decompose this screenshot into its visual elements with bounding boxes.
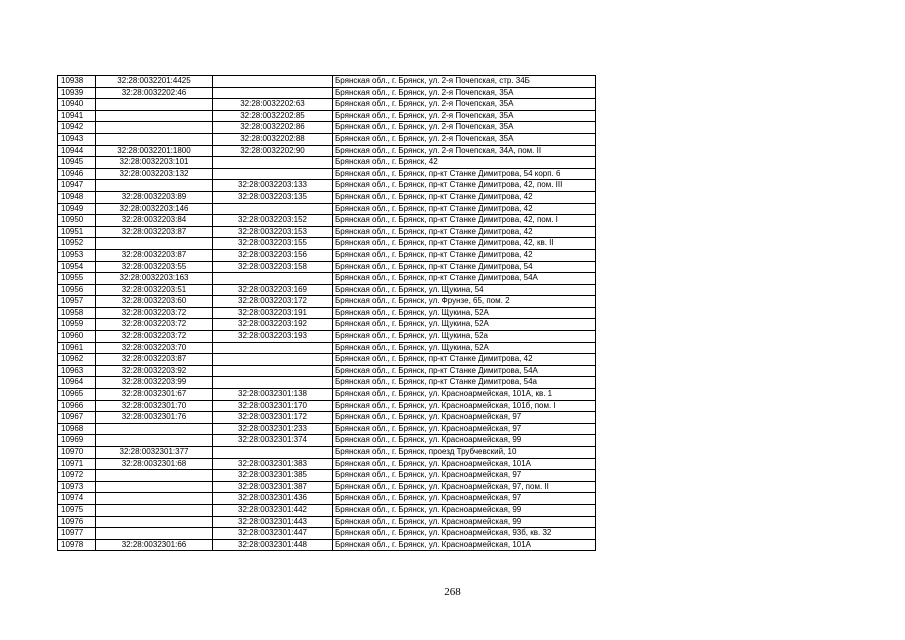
cadastral-number-cell <box>96 528 213 540</box>
row-number-cell: 10962 <box>58 354 96 366</box>
row-number-cell: 10950 <box>58 215 96 227</box>
building-number-cell <box>213 365 333 377</box>
address-cell: Брянская обл., г. Брянск, ул. Красноармейская, 97, пом. II <box>333 481 596 493</box>
building-number-cell: 32:28:0032203:192 <box>213 319 333 331</box>
table-row <box>58 261 596 273</box>
table-row <box>58 110 596 122</box>
cadastral-number-cell <box>96 122 213 134</box>
building-number-cell: 32:28:0032203:191 <box>213 307 333 319</box>
row-number-cell: 10961 <box>58 342 96 354</box>
row-number-cell: 10974 <box>58 493 96 505</box>
row-number-cell: 10943 <box>58 133 96 145</box>
row-number-cell: 10978 <box>58 539 96 551</box>
cadastral-number-cell <box>96 180 213 192</box>
address-cell: Брянская обл., г. Брянск, ул. Красноармейская, 99 <box>333 516 596 528</box>
row-number-cell: 10958 <box>58 307 96 319</box>
address-cell: Брянская обл., г. Брянск, ул. Красноармейская, 97 <box>333 423 596 435</box>
address-cell: Брянская обл., г. Брянск, пр-кт Станке Димитрова, 42 <box>333 203 596 215</box>
address-cell: Брянская обл., г. Брянск, ул. Щукина, 52а <box>333 331 596 343</box>
building-number-cell: 32:28:0032203:155 <box>213 238 333 250</box>
table-row <box>58 400 596 412</box>
row-number-cell: 10970 <box>58 447 96 459</box>
building-number-cell <box>213 354 333 366</box>
building-number-cell: 32:28:0032301:233 <box>213 423 333 435</box>
cadastral-number-cell: 32:28:0032203:84 <box>96 215 213 227</box>
address-cell: Брянская обл., г. Брянск, ул. 2-я Почепская, 35А <box>333 110 596 122</box>
row-number-cell: 10967 <box>58 412 96 424</box>
row-number-cell: 10957 <box>58 296 96 308</box>
cadastral-number-cell <box>96 110 213 122</box>
cadastral-number-cell <box>96 435 213 447</box>
row-number-cell: 10954 <box>58 261 96 273</box>
row-number-cell: 10951 <box>58 226 96 238</box>
row-number-cell: 10940 <box>58 99 96 111</box>
cadastral-number-cell: 32:28:0032301:377 <box>96 447 213 459</box>
building-number-cell <box>213 342 333 354</box>
address-cell: Брянская обл., г. Брянск, пр-кт Станке Димитрова, 42, пом. I <box>333 215 596 227</box>
cadastral-number-cell: 32:28:0032203:92 <box>96 365 213 377</box>
building-number-cell <box>213 157 333 169</box>
row-number-cell: 10949 <box>58 203 96 215</box>
building-number-cell: 32:28:0032203:135 <box>213 191 333 203</box>
table-row <box>58 203 596 215</box>
cadastral-number-cell <box>96 238 213 250</box>
building-number-cell: 32:28:0032203:158 <box>213 261 333 273</box>
building-number-cell <box>213 203 333 215</box>
row-number-cell: 10969 <box>58 435 96 447</box>
cadastral-number-cell: 32:28:0032203:72 <box>96 331 213 343</box>
building-number-cell <box>213 377 333 389</box>
table-row <box>58 249 596 261</box>
cadastral-number-cell: 32:28:0032301:66 <box>96 539 213 551</box>
table-row <box>58 377 596 389</box>
table-row <box>58 145 596 157</box>
building-number-cell: 32:28:0032301:383 <box>213 458 333 470</box>
address-cell: Брянская обл., г. Брянск, пр-кт Станке Димитрова, 42 <box>333 191 596 203</box>
building-number-cell <box>213 76 333 88</box>
cadastral-number-cell: 32:28:0032203:101 <box>96 157 213 169</box>
address-cell: Брянская обл., г. Брянск, ул. 2-я Почепская, 35А <box>333 133 596 145</box>
building-number-cell: 32:28:0032203:193 <box>213 331 333 343</box>
cadastral-number-cell: 32:28:0032203:89 <box>96 191 213 203</box>
table-row <box>58 435 596 447</box>
table-row <box>58 273 596 285</box>
cadastral-number-cell: 32:28:0032203:146 <box>96 203 213 215</box>
row-number-cell: 10955 <box>58 273 96 285</box>
building-number-cell <box>213 168 333 180</box>
cadastral-number-cell <box>96 99 213 111</box>
cadastral-number-cell: 32:28:0032203:87 <box>96 249 213 261</box>
table-row <box>58 504 596 516</box>
table-row <box>58 122 596 134</box>
cadastral-number-cell <box>96 470 213 482</box>
cadastral-number-cell: 32:28:0032203:132 <box>96 168 213 180</box>
table-row <box>58 226 596 238</box>
table-row <box>58 87 596 99</box>
cadastral-number-cell <box>96 516 213 528</box>
row-number-cell: 10948 <box>58 191 96 203</box>
row-number-cell: 10971 <box>58 458 96 470</box>
cadastral-number-cell <box>96 493 213 505</box>
row-number-cell: 10973 <box>58 481 96 493</box>
row-number-cell: 10964 <box>58 377 96 389</box>
table-row <box>58 516 596 528</box>
building-number-cell: 32:28:0032202:86 <box>213 122 333 134</box>
cadastral-number-cell: 32:28:0032203:60 <box>96 296 213 308</box>
table-row <box>58 354 596 366</box>
table-row <box>58 423 596 435</box>
building-number-cell: 32:28:0032202:88 <box>213 133 333 145</box>
cadastral-number-cell: 32:28:0032301:67 <box>96 389 213 401</box>
table-row <box>58 191 596 203</box>
cadastral-number-cell: 32:28:0032201:4425 <box>96 76 213 88</box>
building-number-cell: 32:28:0032301:436 <box>213 493 333 505</box>
table-row <box>58 99 596 111</box>
address-cell: Брянская обл., г. Брянск, ул. Щукина, 52А <box>333 307 596 319</box>
table-row <box>58 284 596 296</box>
row-number-cell: 10944 <box>58 145 96 157</box>
building-number-cell: 32:28:0032301:447 <box>213 528 333 540</box>
building-number-cell: 32:28:0032301:374 <box>213 435 333 447</box>
row-number-cell: 10938 <box>58 76 96 88</box>
building-number-cell: 32:28:0032203:156 <box>213 249 333 261</box>
cadastral-number-cell: 32:28:0032203:51 <box>96 284 213 296</box>
building-number-cell: 32:28:0032301:170 <box>213 400 333 412</box>
table-row <box>58 539 596 551</box>
address-cell: Брянская обл., г. Брянск, ул. 2-я Почепская, 35А <box>333 99 596 111</box>
row-number-cell: 10965 <box>58 389 96 401</box>
address-cell: Брянская обл., г. Брянск, ул. Красноармейская, 97 <box>333 470 596 482</box>
address-cell: Брянская обл., г. Брянск, пр-кт Станке Димитрова, 54а <box>333 377 596 389</box>
address-cell: Брянская обл., г. Брянск, ул. Красноармейская, 101А, кв. 1 <box>333 389 596 401</box>
row-number-cell: 10963 <box>58 365 96 377</box>
address-cell: Брянская обл., г. Брянск, ул. Красноармейская, 101А <box>333 539 596 551</box>
cadastral-number-cell: 32:28:0032203:87 <box>96 226 213 238</box>
cadastral-number-cell: 32:28:0032203:99 <box>96 377 213 389</box>
address-cell: Брянская обл., г. Брянск, пр-кт Станке Димитрова, 54 корп. 6 <box>333 168 596 180</box>
cadastral-number-cell <box>96 504 213 516</box>
building-number-cell: 32:28:0032301:385 <box>213 470 333 482</box>
row-number-cell: 10953 <box>58 249 96 261</box>
cadastral-number-cell: 32:28:0032301:76 <box>96 412 213 424</box>
address-cell: Брянская обл., г. Брянск, пр-кт Станке Димитрова, 42, пом. III <box>333 180 596 192</box>
cadastral-number-cell: 32:28:0032201:1800 <box>96 145 213 157</box>
cadastral-number-cell <box>96 133 213 145</box>
table-row <box>58 458 596 470</box>
row-number-cell: 10946 <box>58 168 96 180</box>
address-cell: Брянская обл., г. Брянск, пр-кт Станке Димитрова, 42 <box>333 354 596 366</box>
building-number-cell: 32:28:0032301:138 <box>213 389 333 401</box>
row-number-cell: 10945 <box>58 157 96 169</box>
cadastral-number-cell: 32:28:0032203:55 <box>96 261 213 273</box>
building-number-cell: 32:28:0032203:169 <box>213 284 333 296</box>
cadastral-number-cell: 32:28:0032203:70 <box>96 342 213 354</box>
table-row <box>58 528 596 540</box>
address-cell: Брянская обл., г. Брянск, ул. Красноармейская, 101б, пом. I <box>333 400 596 412</box>
building-number-cell: 32:28:0032203:152 <box>213 215 333 227</box>
address-cell: Брянская обл., г. Брянск, ул. 2-я Почепская, стр. 34Б <box>333 76 596 88</box>
table-row <box>58 319 596 331</box>
table-row <box>58 412 596 424</box>
cadastral-number-cell: 32:28:0032301:70 <box>96 400 213 412</box>
building-number-cell: 32:28:0032301:172 <box>213 412 333 424</box>
address-cell: Брянская обл., г. Брянск, 42 <box>333 157 596 169</box>
table-row <box>58 215 596 227</box>
address-cell: Брянская обл., г. Брянск, ул. Щукина, 52А <box>333 342 596 354</box>
row-number-cell: 10952 <box>58 238 96 250</box>
table-row <box>58 342 596 354</box>
row-number-cell: 10968 <box>58 423 96 435</box>
table-row <box>58 157 596 169</box>
address-cell: Брянская обл., г. Брянск, ул. Фрунзе, 65, пом. 2 <box>333 296 596 308</box>
table-row <box>58 76 596 88</box>
building-number-cell: 32:28:0032301:442 <box>213 504 333 516</box>
building-number-cell: 32:28:0032203:133 <box>213 180 333 192</box>
row-number-cell: 10941 <box>58 110 96 122</box>
building-number-cell: 32:28:0032301:448 <box>213 539 333 551</box>
table-row <box>58 470 596 482</box>
table-row <box>58 493 596 505</box>
row-number-cell: 10975 <box>58 504 96 516</box>
cadastral-table <box>57 75 596 551</box>
table-row <box>58 389 596 401</box>
building-number-cell: 32:28:0032301:387 <box>213 481 333 493</box>
address-cell: Брянская обл., г. Брянск, проезд Трубчевский, 10 <box>333 447 596 459</box>
table-row <box>58 133 596 145</box>
table-row <box>58 307 596 319</box>
address-cell: Брянская обл., г. Брянск, пр-кт Станке Димитрова, 42 <box>333 249 596 261</box>
table-row <box>58 481 596 493</box>
building-number-cell: 32:28:0032202:90 <box>213 145 333 157</box>
row-number-cell: 10942 <box>58 122 96 134</box>
row-number-cell: 10956 <box>58 284 96 296</box>
address-cell: Брянская обл., г. Брянск, ул. Красноармейская, 99 <box>333 435 596 447</box>
row-number-cell: 10960 <box>58 331 96 343</box>
address-cell: Брянская обл., г. Брянск, ул. Щукина, 54 <box>333 284 596 296</box>
address-cell: Брянская обл., г. Брянск, пр-кт Станке Димитрова, 54А <box>333 365 596 377</box>
address-cell: Брянская обл., г. Брянск, ул. Красноармейская, 93б, кв. 32 <box>333 528 596 540</box>
address-cell: Брянская обл., г. Брянск, пр-кт Станке Димитрова, 42 <box>333 226 596 238</box>
building-number-cell: 32:28:0032203:172 <box>213 296 333 308</box>
row-number-cell: 10972 <box>58 470 96 482</box>
page-number: 268 <box>444 586 461 598</box>
row-number-cell: 10976 <box>58 516 96 528</box>
row-number-cell: 10966 <box>58 400 96 412</box>
building-number-cell: 32:28:0032203:153 <box>213 226 333 238</box>
cadastral-number-cell: 32:28:0032203:72 <box>96 307 213 319</box>
address-cell: Брянская обл., г. Брянск, ул. Щукина, 52А <box>333 319 596 331</box>
building-number-cell <box>213 87 333 99</box>
cadastral-number-cell: 32:28:0032202:46 <box>96 87 213 99</box>
address-cell: Брянская обл., г. Брянск, ул. Красноармейская, 97 <box>333 493 596 505</box>
cadastral-number-cell: 32:28:0032203:87 <box>96 354 213 366</box>
cadastral-number-cell <box>96 423 213 435</box>
row-number-cell: 10959 <box>58 319 96 331</box>
address-cell: Брянская обл., г. Брянск, пр-кт Станке Димитрова, 54А <box>333 273 596 285</box>
building-number-cell: 32:28:0032301:443 <box>213 516 333 528</box>
cadastral-number-cell <box>96 481 213 493</box>
row-number-cell: 10977 <box>58 528 96 540</box>
table-row <box>58 296 596 308</box>
table-row <box>58 447 596 459</box>
row-number-cell: 10947 <box>58 180 96 192</box>
address-cell: Брянская обл., г. Брянск, ул. 2-я Почепская, 35А <box>333 87 596 99</box>
cadastral-number-cell: 32:28:0032301:68 <box>96 458 213 470</box>
address-cell: Брянская обл., г. Брянск, пр-кт Станке Димитрова, 42, кв. II <box>333 238 596 250</box>
address-cell: Брянская обл., г. Брянск, ул. Красноармейская, 99 <box>333 504 596 516</box>
cadastral-number-cell: 32:28:0032203:163 <box>96 273 213 285</box>
building-number-cell: 32:28:0032202:85 <box>213 110 333 122</box>
table-row <box>58 168 596 180</box>
building-number-cell <box>213 447 333 459</box>
address-cell: Брянская обл., г. Брянск, пр-кт Станке Димитрова, 54 <box>333 261 596 273</box>
table-row <box>58 365 596 377</box>
building-number-cell: 32:28:0032202:63 <box>213 99 333 111</box>
table-row <box>58 180 596 192</box>
address-cell: Брянская обл., г. Брянск, ул. 2-я Почепская, 34А, пом. II <box>333 145 596 157</box>
table-row <box>58 238 596 250</box>
address-cell: Брянская обл., г. Брянск, ул. 2-я Почепская, 35А <box>333 122 596 134</box>
address-cell: Брянская обл., г. Брянск, ул. Красноармейская, 101А <box>333 458 596 470</box>
address-cell: Брянская обл., г. Брянск, ул. Красноармейская, 97 <box>333 412 596 424</box>
table-body <box>58 76 596 551</box>
row-number-cell: 10939 <box>58 87 96 99</box>
building-number-cell <box>213 273 333 285</box>
cadastral-number-cell: 32:28:0032203:72 <box>96 319 213 331</box>
table-row <box>58 331 596 343</box>
